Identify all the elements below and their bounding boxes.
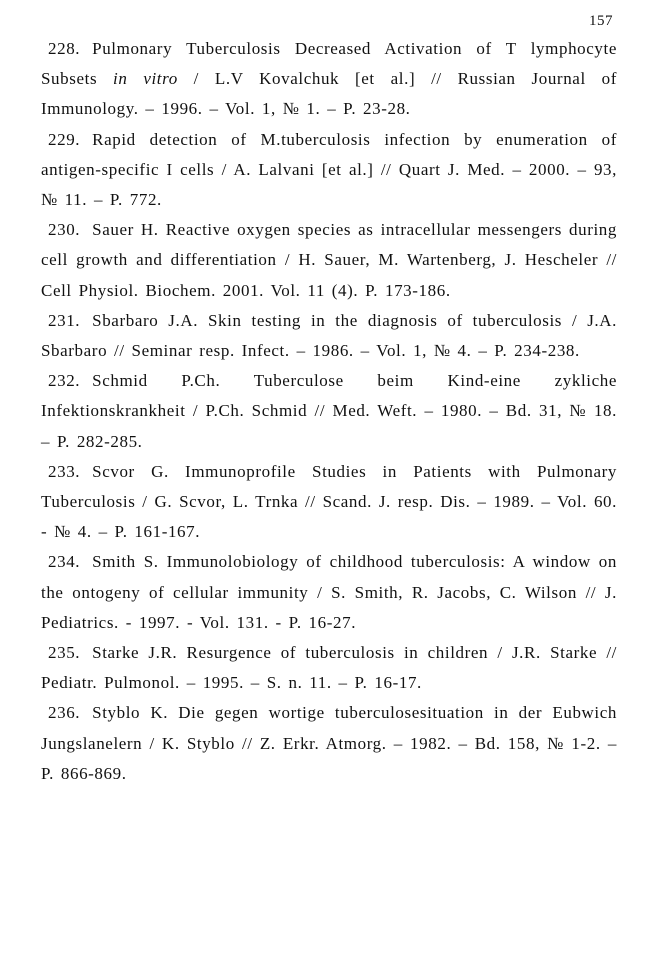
reference-item: [41, 698, 617, 789]
reference-text: Pulmonary Tuberculosis Decreased Activation of T lymphocyte Subsets: [41, 39, 617, 89]
reference-text: Schmid P.Ch. Tuberculose beim Kind-eine zykliche Infektionskrankheit / P.Ch. Schmid // Med. Weft. – 1980. – Bd. 31, № 18. – P. 282-285.: [41, 371, 617, 451]
reference-text: Scvor G. Immunoprofile Studies in Patients with Pulmonary Tuberculosis / G. Scvor, L. Trnka // Scand. J. resp. Dis. – 1989. – Vol. 60. - № 4. – P. 161-167.: [41, 461, 617, 542]
reference-number: 230.: [48, 220, 81, 240]
reference-text: Smith S. Immunolobiology of childhood tuberculosis: A window on the ontogeny of cellular immunity / S. Smith, R. Jacobs, C. Wilson // J. Pediatrics. - 1997. - Vol. 131. - P. 16-27.: [41, 552, 617, 632]
reference-number: 229.: [48, 129, 81, 149]
reference-text: Styblo K. Die gegen wortige tuberculosesituation in der Eubwich Jungslanelern / K. Styblo // Z. Erkr. Atmorg. – 1982. – Bd. 158, № 1-2. – P. 866-869.: [41, 703, 617, 783]
reference-item: [41, 215, 617, 306]
reference-text: Starke J.R. Resurgence of tuberculosis in children / J.R. Starke // Pediatr. Pulmonol. – 1995. – S. n. 11. – P. 16-17.: [41, 643, 617, 693]
reference-item: [41, 125, 617, 216]
reference-number: 235.: [48, 643, 81, 663]
reference-number: 231.: [48, 310, 81, 330]
reference-number: 233.: [48, 461, 81, 481]
page-number: 157: [589, 13, 613, 29]
reference-item: [41, 34, 617, 125]
reference-text: Rapid detection of M.tuberculosis infection by enumeration of antigen-specific I cells / A. Lalvani [et al.] // Quart J. Med. – 2000. – 93, № 11. – P. 772.: [41, 129, 617, 210]
reference-text: Sbarbaro J.A. Skin testing in the diagnosis of tuberculosis / J.A. Sbarbaro // Seminar resp. Infect. – 1986. – Vol. 1, № 4. – P. 234-238.: [41, 310, 617, 361]
reference-list: [41, 34, 617, 789]
reference-item: [41, 638, 617, 698]
reference-number: 234.: [48, 552, 81, 572]
reference-text: Sauer H. Reactive oxygen species as intracellular messengers during cell growth and differentiation / H. Sauer, M. Wartenberg, J. Hescheler // Cell Physiol. Biochem. 2001. Vol. 11 (4). P. 173-186.: [41, 220, 617, 300]
reference-text-tail: / L.V Kovalchuk [et al.] // Russian Journal of Immunology. – 1996. – Vol. 1, № 1. – P. 23-28.: [41, 69, 617, 119]
reference-number: 228.: [48, 39, 81, 58]
reference-number: 232.: [48, 371, 81, 391]
reference-item: [41, 457, 617, 548]
reference-item: [41, 547, 617, 638]
reference-number: 236.: [48, 703, 81, 723]
reference-italic-text: in vitro: [113, 69, 178, 89]
reference-item: [41, 306, 617, 366]
reference-item: [41, 366, 617, 457]
